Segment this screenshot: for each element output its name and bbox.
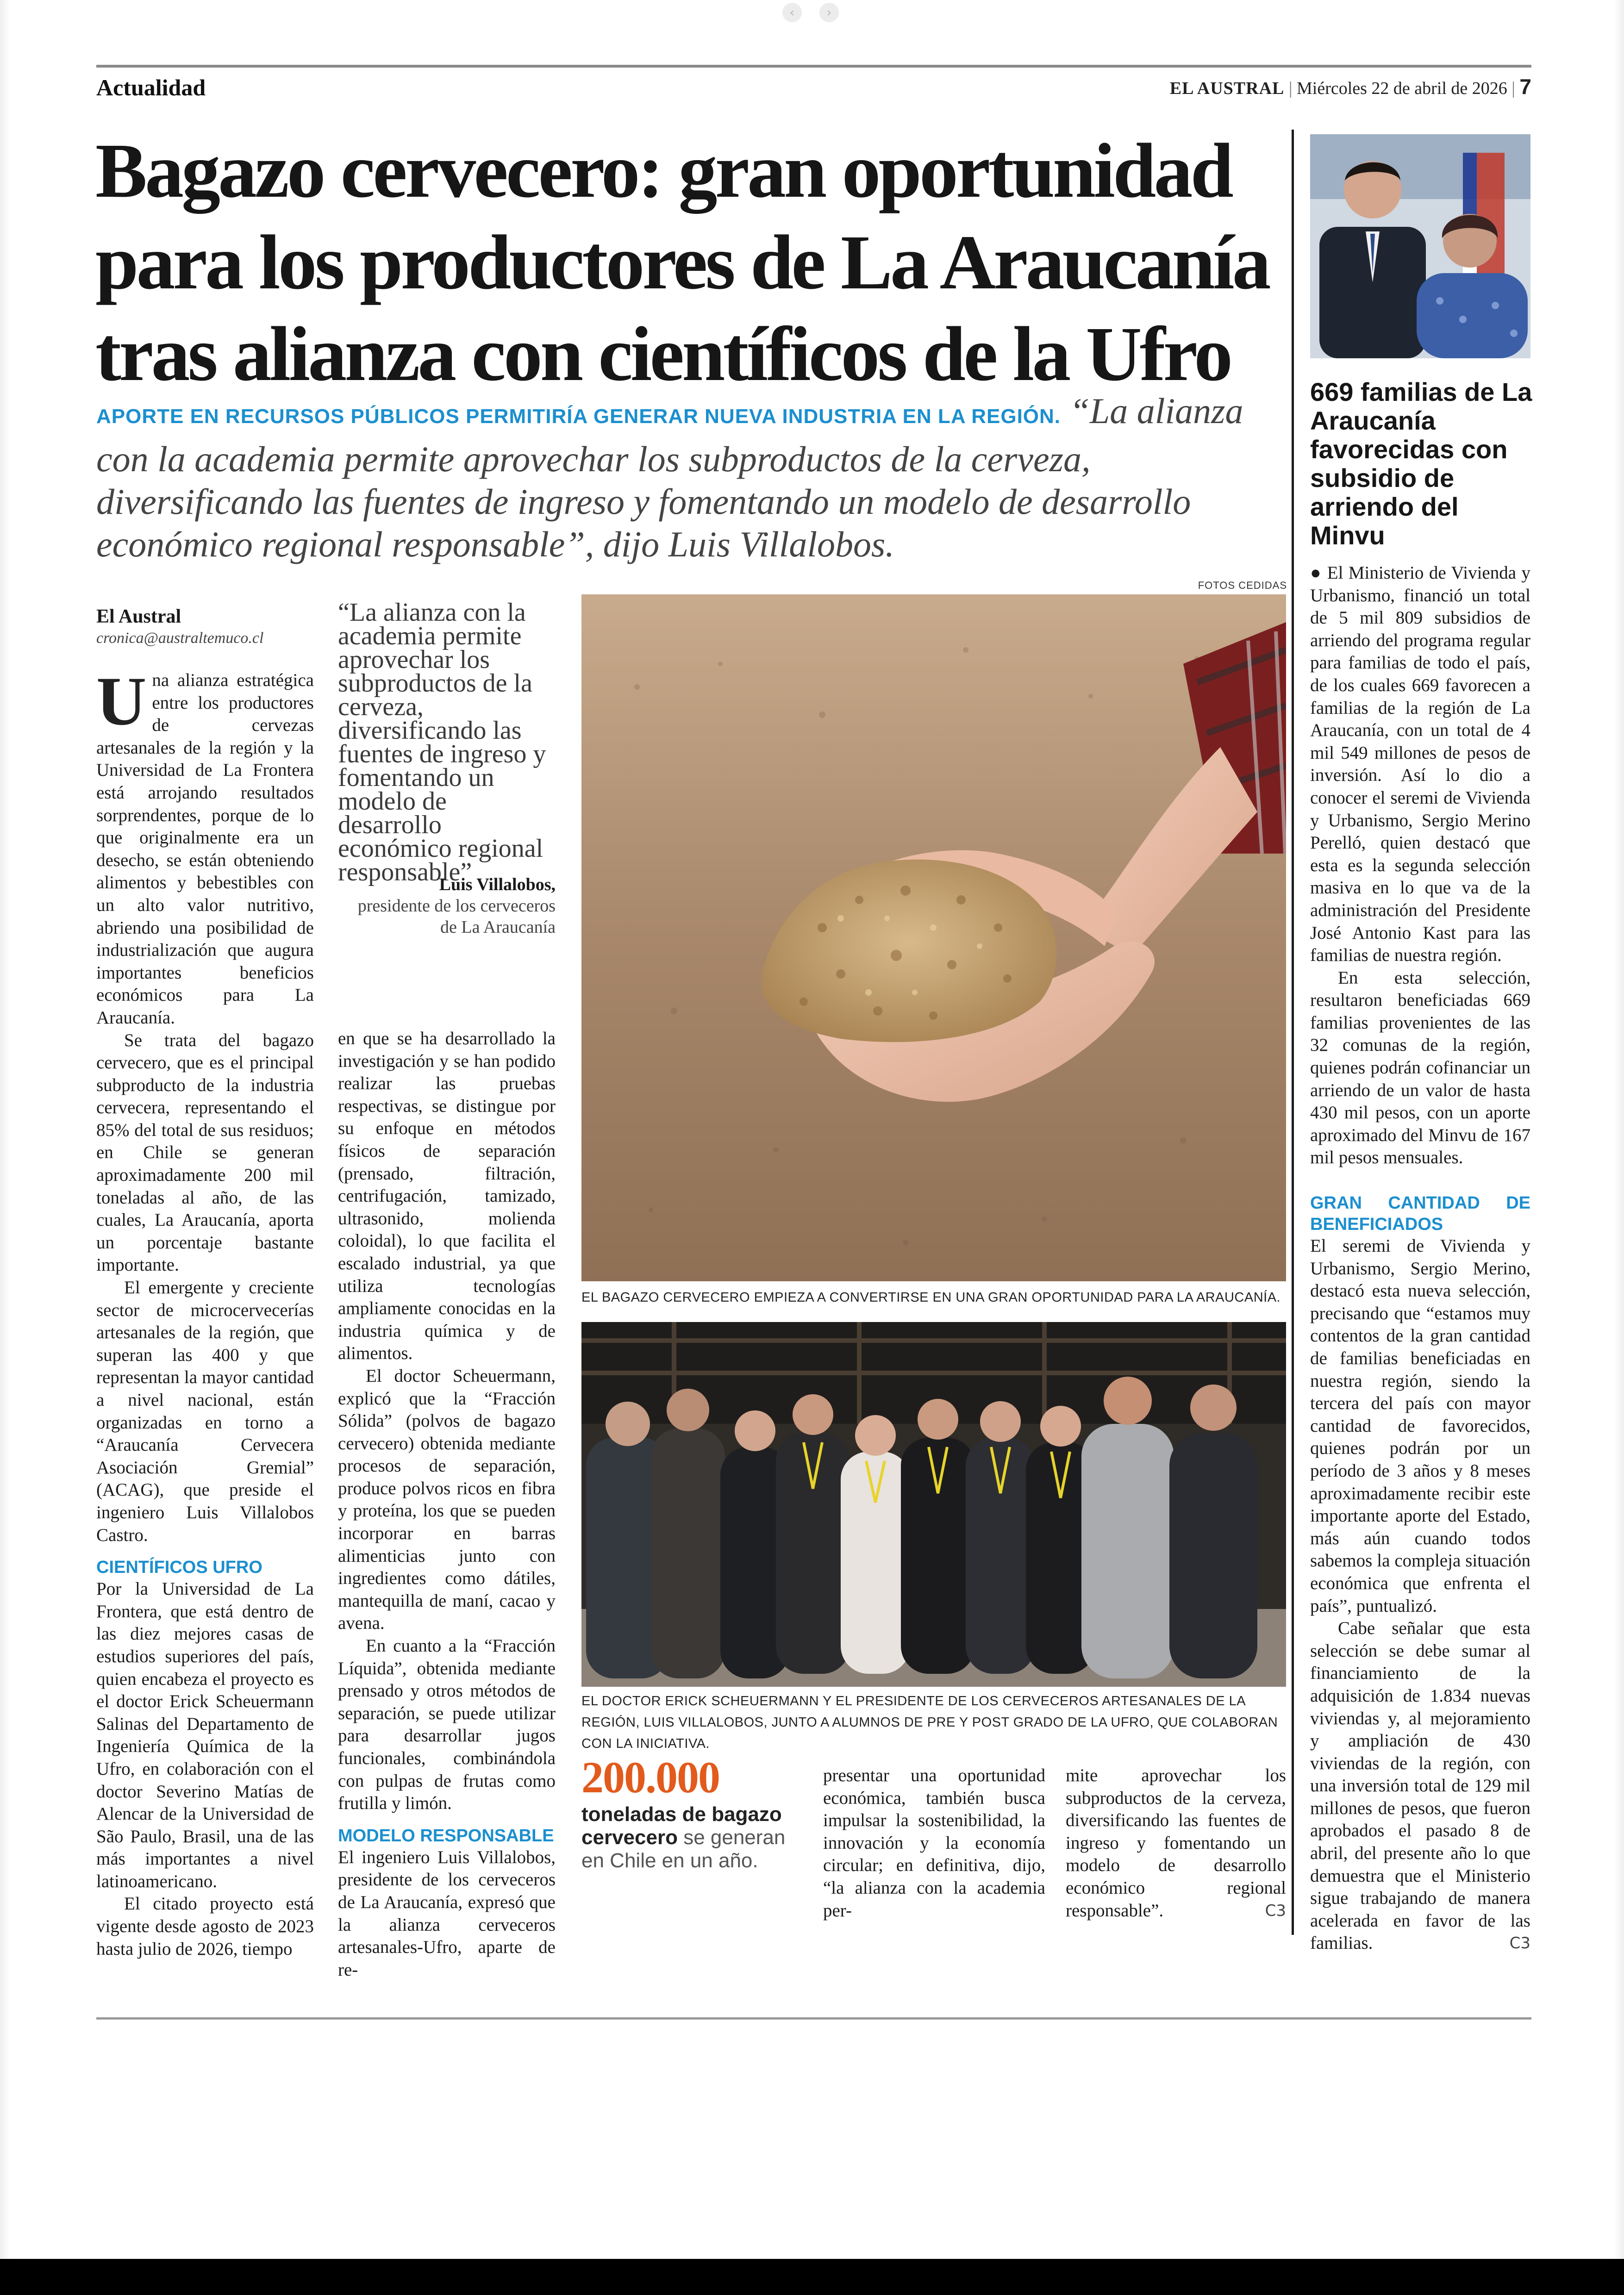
pull-quote-attribution	[338, 874, 556, 938]
stat-number: 200.000	[581, 1752, 719, 1802]
paragraph-text: El Ministerio de Vivienda y Urbanismo, financió un total de 5 mil 809 subsidios de arriendo del programa regular para familias de todo el país, de los cuales 669 favorecen a familias de la región de La Araucanía, con un total de 4 mil 549 millones de pesos de inversión. Así lo dio a conocer el seremi de Vivienda y Urbanismo, Sergio Merino Perelló, quien destacó que esta es la segunda selección masiva en lo que va de la administración del Presidente José Antonio Kast para las familias de nuestra región.	[1310, 563, 1530, 966]
deck	[96, 390, 1263, 566]
sidebar-subhead: GRAN CANTIDAD DE BENEFICIADOS	[1310, 1193, 1530, 1235]
chevron-left-icon[interactable]: ‹	[782, 3, 802, 22]
page-edge-left	[0, 0, 10, 2259]
photo-caption-2: EL DOCTOR ERICK SCHEUERMANN Y EL PRESIDENTE DE LOS CERVECEROS ARTESANALES DE LA REGIÓN, LUIS VILLALOBOS, JUNTO A ALUMNOS DE PRE Y POST GRADO DE LA UFRO, QUE COLABORAN CON LA INICIATIVA.	[581, 1694, 1278, 1751]
paragraph: presentar una oportunidad económica, también busca impulsar la sostenibilidad, la innovación y la economía circular; en definitiva, dijo, “la alianza con la academia per-	[823, 1765, 1045, 1921]
paragraph	[96, 663, 314, 1029]
page-edge-right	[1614, 0, 1624, 2259]
kicker: APORTE EN RECURSOS PÚBLICOS PERMITIRÍA GENERAR NUEVA INDUSTRIA EN LA REGIÓN.	[96, 405, 1061, 428]
photo-group	[581, 1322, 1286, 1687]
pull-quote-name: Luis Villalobos,	[439, 875, 556, 894]
article-column-2	[338, 1028, 556, 1981]
paragraph: En cuanto a la “Fracción Líquida”, obtenida mediante prensado y otros métodos de separación, se puede utilizar para desarrollar jugos funcionales, combinándola con pulpas de frutas como frutilla y limón.	[338, 1636, 556, 1814]
section-label: Actualidad	[96, 75, 206, 100]
photo-seremi	[1310, 134, 1530, 358]
footer-rule	[96, 2017, 1531, 2020]
headline-line: Bagazo cervecero: gran oportunidad	[95, 128, 1231, 214]
page-number: 7	[1519, 75, 1531, 99]
byline-email: cronica@australtemuco.cl	[96, 630, 264, 647]
stat-rest: se generan en Chile en un año.	[581, 1826, 786, 1872]
subhead-cientificos: CIENTÍFICOS UFRO	[96, 1558, 262, 1578]
article-column-4	[1066, 1765, 1286, 1922]
paragraph: Por la Universidad de La Frontera, que está dentro de las diez mejores casas de estudios superiores del país, quien encabeza el proyecto es el doctor Erick Scheuermann Salinas del Departamento de Ingeniería Química de la Ufro, en colaboración con el doctor Severino Matías de Alencar de la Universidad de São Paulo, Brasil, una de las más importantes a nivel latinoamericano.	[96, 1579, 314, 1891]
byline-name: El Austral	[96, 606, 181, 627]
issue-date: Miércoles 22 de abril de 2026	[1296, 79, 1507, 98]
sidebar-title: 669 familias de La Araucanía favorecidas con subsidio de arriendo del Minvu	[1310, 377, 1532, 550]
paragraph	[1310, 1617, 1530, 1955]
brand-name: EL AUSTRAL	[1169, 79, 1285, 98]
paragraph: Se trata del bagazo cervecero, que es el principal subproducto de la industria cervecera, representando el 85% del total de sus residuos; en Chile se generan aproximadamente 200 mil toneladas al año, de las cuales, La Araucanía, aporta un porcentaje bastante importante.	[96, 1030, 314, 1275]
paragraph: El emergente y creciente sector de microcervecerías artesanales de la región, que superan las 400 y que representan la mayor cantidad a nivel nacional, están organizadas en torno a “Araucanía Cervecera Asociación Gremial” (ACAG), que preside el ingeniero Luis Villalobos Castro.	[96, 1278, 314, 1545]
paragraph: El ingeniero Luis Villalobos, presidente de los cerveceros de La Araucanía, expresó que la alianza cerveceros artesanales-Ufro, aparte de re-	[338, 1847, 556, 1980]
headline-line: para los productores de La Araucanía	[95, 219, 1269, 306]
paragraph-text: Cabe señalar que esta selección se debe sumar al financiamiento de la adquisición de 1.834 nuevas viviendas y, al mejoramiento y ampliación de 430 viviendas de la región, con una inversión total de 129 mil millones de pesos, que fueron aprobados el pasado 8 de abril, del presente año lo que demuestra que el Ministerio sigue trabajando de manera acelerada en favor de las familias.	[1310, 1618, 1530, 1953]
end-of-article-icon: C3	[1509, 1934, 1530, 1953]
bullet-icon: ●	[1310, 563, 1327, 583]
column-separator	[1292, 130, 1294, 1935]
paragraph: El doctor Scheuermann, explicó que la “Fracción Sólida” (polvos de bagazo cervecero) obtenida mediante procesos de separación, produce polvos ricos en fibra y proteína, los que se pueden incorporar en barras alimenticias junto con ingredientes como dátiles, mantequilla de maní, cacao y avena.	[338, 1366, 556, 1634]
end-of-article-icon: C3	[1265, 1901, 1286, 1920]
paragraph	[1066, 1765, 1286, 1922]
article-column-3	[823, 1765, 1045, 1922]
headline-line: tras alianza con científicos de la Ufro	[95, 311, 1231, 397]
drop-cap: U	[96, 663, 147, 740]
sidebar-body	[1310, 562, 1530, 1955]
article-column-1	[96, 663, 314, 1960]
photo-credit: FOTOS CEDIDAS	[1198, 580, 1287, 591]
photo-caption-1: EL BAGAZO CERVECERO EMPIEZA A CONVERTIRSE EN UNA GRAN OPORTUNIDAD PARA LA ARAUCANÍA.	[581, 1290, 1281, 1305]
paragraph: en que se ha desarrollado la investigación y se han podido realizar las pruebas respectivas, se distingue por su enfoque en métodos físicos de separación (prensado, filtración, centrifugación, tamizado, ultrasonido, molienda coloidal), lo que facilita el escalado industrial, ya que utiliza tecnologías ampliamente conocidas en la industria química y de alimentos.	[338, 1029, 556, 1364]
viewer-bottom-bar	[0, 2259, 1624, 2295]
paragraph: El seremi de Vivienda y Urbanismo, Sergio Merino, destacó esta nueva selección, precisando que “estamos muy contentos de la gran cantidad de familias beneficiadas en nuestra región, siendo la tercera del país con mayor cantidad de favorecidos, quienes podrán por un período de 3 años y 8 meses aproximadamente recibir este importante aporte del Estado, más aún cuando todos sabemos la compleja situación económica que enfrenta el país”, puntualizó.	[1310, 1236, 1530, 1616]
paragraph: En esta selección, resultaron beneficiadas 669 familias provenientes de las 32 comunas de la región, quienes podrán cofinanciar un arriendo de un valor de hasta 430 mil pesos, con un aporte aproximado del Minvu de 167 mil pesos mensuales.	[1310, 967, 1530, 1168]
deck-quote: “La alianza con la academia permite aprovechar los subproductos de la cerveza, diversificando las fuentes de ingreso y fomentando un modelo de desarrollo económico regional responsable”, dijo Luis Villalobos.	[96, 391, 1243, 564]
paragraph-text: mite aprovechar los subproductos de la cerveza, diversificando las fuentes de ingreso y fomentando un modelo de desarrollo económico regional responsable”.	[1066, 1765, 1286, 1921]
masthead: EL AUSTRAL | Miércoles 22 de abril de 2026 | 7	[1169, 75, 1531, 99]
photo-bagazo-hands	[581, 594, 1286, 1281]
subhead-modelo: MODELO RESPONSABLE	[338, 1826, 554, 1846]
stat-description	[581, 1803, 794, 1872]
stat-bold: toneladas de bagazo cervecero	[581, 1803, 782, 1849]
chevron-right-icon[interactable]: ›	[819, 3, 839, 22]
pull-quote: “La alianza con la academia permite aprovechar los subproductos de la cerveza, diversificando las fuentes de ingreso y fomentando un modelo de desarrollo económico regional responsable”	[338, 598, 546, 886]
paragraph-text: na alianza estratégica entre los productores de cervezas artesanales de la región y la Universidad de La Frontera está arrojando resultados sorprendentes, porque de lo que originalmente era un desecho, se están obteniendo alimentos y bebestibles con un alto valor nutritivo, abriendo una posibilidad de industrialización que augura importantes beneficios económicos para La Araucanía.	[96, 670, 314, 1028]
paragraph: El citado proyecto está vigente desde agosto de 2023 hasta julio de 2026, tiempo	[96, 1894, 314, 1959]
paragraph	[1310, 562, 1530, 967]
headline	[95, 125, 1299, 400]
header-rule	[96, 65, 1531, 68]
pull-quote-role: presidente de los cerveceros de La Araucanía	[357, 896, 556, 937]
